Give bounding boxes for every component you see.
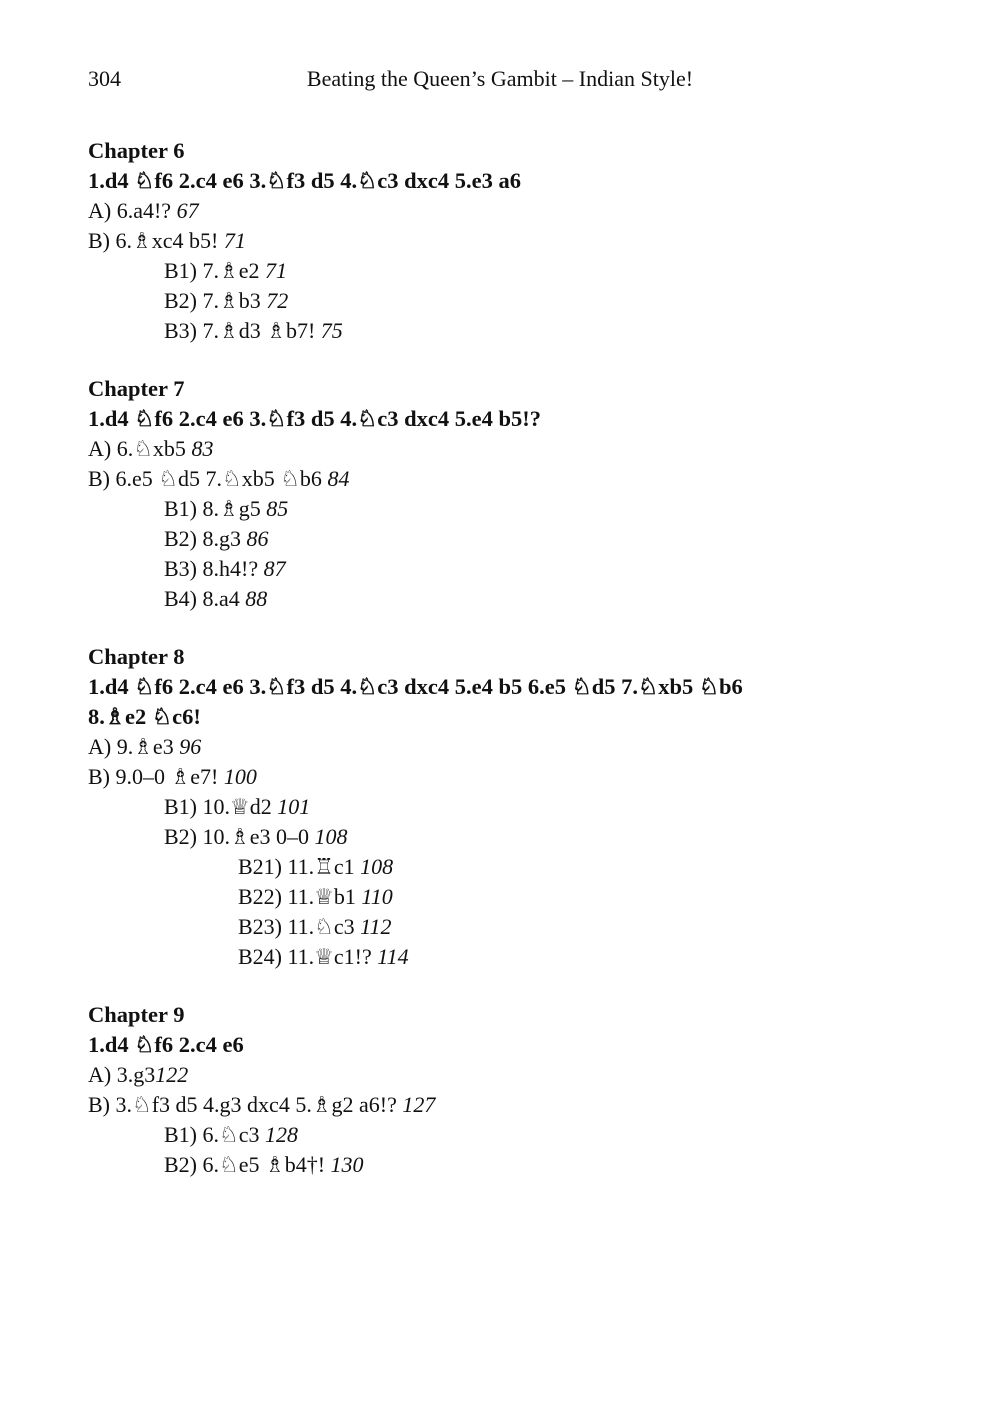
page-number: 304 xyxy=(88,66,121,91)
page-reference: 84 xyxy=(327,466,350,491)
chapter-section xyxy=(88,374,912,614)
chapter-index xyxy=(88,136,912,1208)
variation-list xyxy=(88,732,912,972)
variation-line xyxy=(88,732,912,762)
variation-line xyxy=(88,1090,912,1120)
variation-line xyxy=(88,196,912,226)
variation-line xyxy=(88,762,912,792)
variation-moves: A) 6.♘xb5 xyxy=(88,436,192,461)
variation-line xyxy=(88,852,912,882)
variation-line xyxy=(88,316,912,346)
page-reference: 71 xyxy=(223,228,246,253)
page-reference: 114 xyxy=(377,944,409,969)
chapter-moves: 1.d4 ♘f6 2.c4 e6 3.♘f3 d5 4.♘c3 dxc4 5.e3 a6 xyxy=(88,168,521,193)
running-title: Beating the Queen’s Gambit – Indian Style! xyxy=(306,66,694,91)
variation-moves: A) 3.g3 xyxy=(88,1062,156,1087)
chapter-title: Chapter 9 xyxy=(88,1002,185,1027)
page-reference: 122 xyxy=(155,1062,189,1087)
variation-moves: B1) 8.♗g5 xyxy=(164,496,267,521)
chapter-moves-continued: 8.♗e2 ♘c6! xyxy=(88,704,201,729)
variation-line xyxy=(88,822,912,852)
page-reference: 110 xyxy=(361,884,393,909)
page-reference: 108 xyxy=(360,854,394,879)
variation-moves: B2) 6.♘e5 ♗b4†! xyxy=(164,1152,331,1177)
variation-moves: B) 6.♗xc4 b5! xyxy=(88,228,224,253)
variation-line xyxy=(88,912,912,942)
chapter-title: Chapter 8 xyxy=(88,644,185,669)
variation-moves: B1) 10.♕d2 xyxy=(164,794,278,819)
variation-moves: A) 6.a4!? xyxy=(88,198,177,223)
chapter-section xyxy=(88,642,912,972)
variation-line xyxy=(88,792,912,822)
variation-line xyxy=(88,1060,912,1090)
variation-line xyxy=(88,554,912,584)
variation-list xyxy=(88,1060,912,1180)
variation-moves: A) 9.♗e3 xyxy=(88,734,180,759)
variation-list xyxy=(88,434,912,614)
page-reference: 85 xyxy=(266,496,289,521)
variation-line xyxy=(88,524,912,554)
variation-moves: B3) 8.h4!? xyxy=(164,556,264,581)
page-reference: 88 xyxy=(245,586,268,611)
variation-moves: B23) 11.♘c3 xyxy=(238,914,361,939)
variation-line xyxy=(88,464,912,494)
page-reference: 130 xyxy=(330,1152,364,1177)
page-reference: 83 xyxy=(191,436,214,461)
page-reference: 87 xyxy=(263,556,286,581)
variation-moves: B2) 10.♗e3 0–0 xyxy=(164,824,315,849)
variation-line xyxy=(88,882,912,912)
page-reference: 72 xyxy=(266,288,289,313)
variation-moves: B21) 11.♖c1 xyxy=(238,854,361,879)
chapter-section xyxy=(88,1000,912,1180)
variation-list xyxy=(88,196,912,346)
variation-line xyxy=(88,286,912,316)
variation-line xyxy=(88,1120,912,1150)
variation-moves: B3) 7.♗d3 ♗b7! xyxy=(164,318,321,343)
variation-line xyxy=(88,434,912,464)
variation-moves: B2) 8.g3 xyxy=(164,526,247,551)
variation-moves: B) 3.♘f3 d5 4.g3 dxc4 5.♗g2 a6!? xyxy=(88,1092,403,1117)
variation-line xyxy=(88,942,912,972)
variation-line xyxy=(88,584,912,614)
chapter-moves: 1.d4 ♘f6 2.c4 e6 3.♘f3 d5 4.♘c3 dxc4 5.e4 b5 6.e5 ♘d5 7.♘xb5 ♘b6 xyxy=(88,674,743,699)
variation-line xyxy=(88,1150,912,1180)
page-reference: 112 xyxy=(360,914,392,939)
chapter-title: Chapter 6 xyxy=(88,138,185,163)
page-reference: 101 xyxy=(277,794,311,819)
page-reference: 86 xyxy=(246,526,269,551)
chapter-title: Chapter 7 xyxy=(88,376,185,401)
page-reference: 71 xyxy=(265,258,287,283)
page-reference: 127 xyxy=(402,1092,436,1117)
variation-moves: B) 6.e5 ♘d5 7.♘xb5 ♘b6 xyxy=(88,466,328,491)
page-reference: 67 xyxy=(176,198,199,223)
page-reference: 100 xyxy=(223,764,257,789)
variation-line xyxy=(88,494,912,524)
page-reference: 75 xyxy=(320,318,343,343)
chapter-moves: 1.d4 ♘f6 2.c4 e6 3.♘f3 d5 4.♘c3 dxc4 5.e4 b5!? xyxy=(88,406,541,431)
variation-moves: B) 9.0–0 ♗e7! xyxy=(88,764,224,789)
page-reference: 108 xyxy=(314,824,348,849)
variation-moves: B24) 11.♕c1!? xyxy=(238,944,378,969)
page-header xyxy=(88,66,912,100)
variation-moves: B2) 7.♗b3 xyxy=(164,288,267,313)
variation-moves: B4) 8.a4 xyxy=(164,586,246,611)
variation-moves: B1) 6.♘c3 xyxy=(164,1122,265,1147)
variation-moves: B22) 11.♕b1 xyxy=(238,884,362,909)
page-reference: 128 xyxy=(265,1122,298,1147)
chapter-section xyxy=(88,136,912,346)
variation-moves: B1) 7.♗e2 xyxy=(164,258,265,283)
variation-line xyxy=(88,226,912,256)
page-reference: 96 xyxy=(179,734,202,759)
chapter-moves: 1.d4 ♘f6 2.c4 e6 xyxy=(88,1032,244,1057)
variation-line xyxy=(88,256,912,286)
